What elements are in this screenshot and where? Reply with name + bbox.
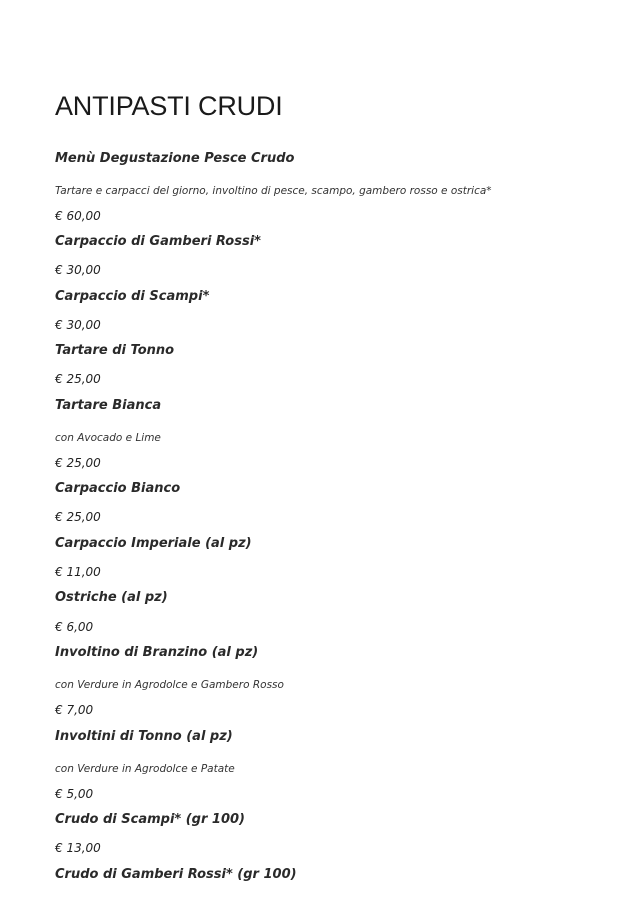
menu-item-description: con Avocado e Lime [55, 432, 161, 444]
menu-item-price: € 5,00 [55, 787, 94, 801]
menu-item-name: Crudo di Gamberi Rossi* (gr 100) [55, 867, 297, 882]
menu-item-name: Carpaccio Bianco [55, 481, 181, 496]
menu-item-name: Ostriche (al pz) [55, 590, 168, 605]
menu-item-price: € 6,00 [55, 620, 94, 634]
menu-item-name: Menù Degustazione Pesce Crudo [55, 151, 295, 166]
menu-item-price: € 7,00 [55, 703, 94, 717]
menu-item-name: Carpaccio di Gamberi Rossi* [55, 234, 261, 249]
menu-item-name: Tartare di Tonno [55, 343, 175, 358]
menu-item-price: € 30,00 [55, 263, 101, 277]
menu-item-price: € 25,00 [55, 372, 101, 386]
menu-item-price: € 11,00 [55, 565, 101, 579]
menu-item-price: € 30,00 [55, 318, 101, 332]
menu-item-name: Crudo di Scampi* (gr 100) [55, 812, 245, 827]
menu-item-description: con Verdure in Agrodolce e Patate [55, 763, 235, 775]
menu-item-name: Tartare Bianca [55, 398, 162, 413]
menu-item-name: Carpaccio Imperiale (al pz) [55, 536, 252, 551]
menu-item-name: Involtino di Branzino (al pz) [55, 645, 259, 660]
menu-item-name: Carpaccio di Scampi* [55, 289, 210, 304]
section-title: ANTIPASTI CRUDI [55, 91, 283, 121]
menu-item-name: Involtini di Tonno (al pz) [55, 729, 233, 744]
menu-item-price: € 13,00 [55, 841, 101, 855]
menu-item-description: Tartare e carpacci del giorno, involtino di pesce, scampo, gambero rosso e ostrica* [55, 185, 492, 197]
menu-item-price: € 25,00 [55, 456, 101, 470]
menu-item-description: con Verdure in Agrodolce e Gambero Rosso [55, 679, 284, 691]
menu-item-price: € 60,00 [55, 209, 101, 223]
menu-item-price: € 25,00 [55, 510, 101, 524]
